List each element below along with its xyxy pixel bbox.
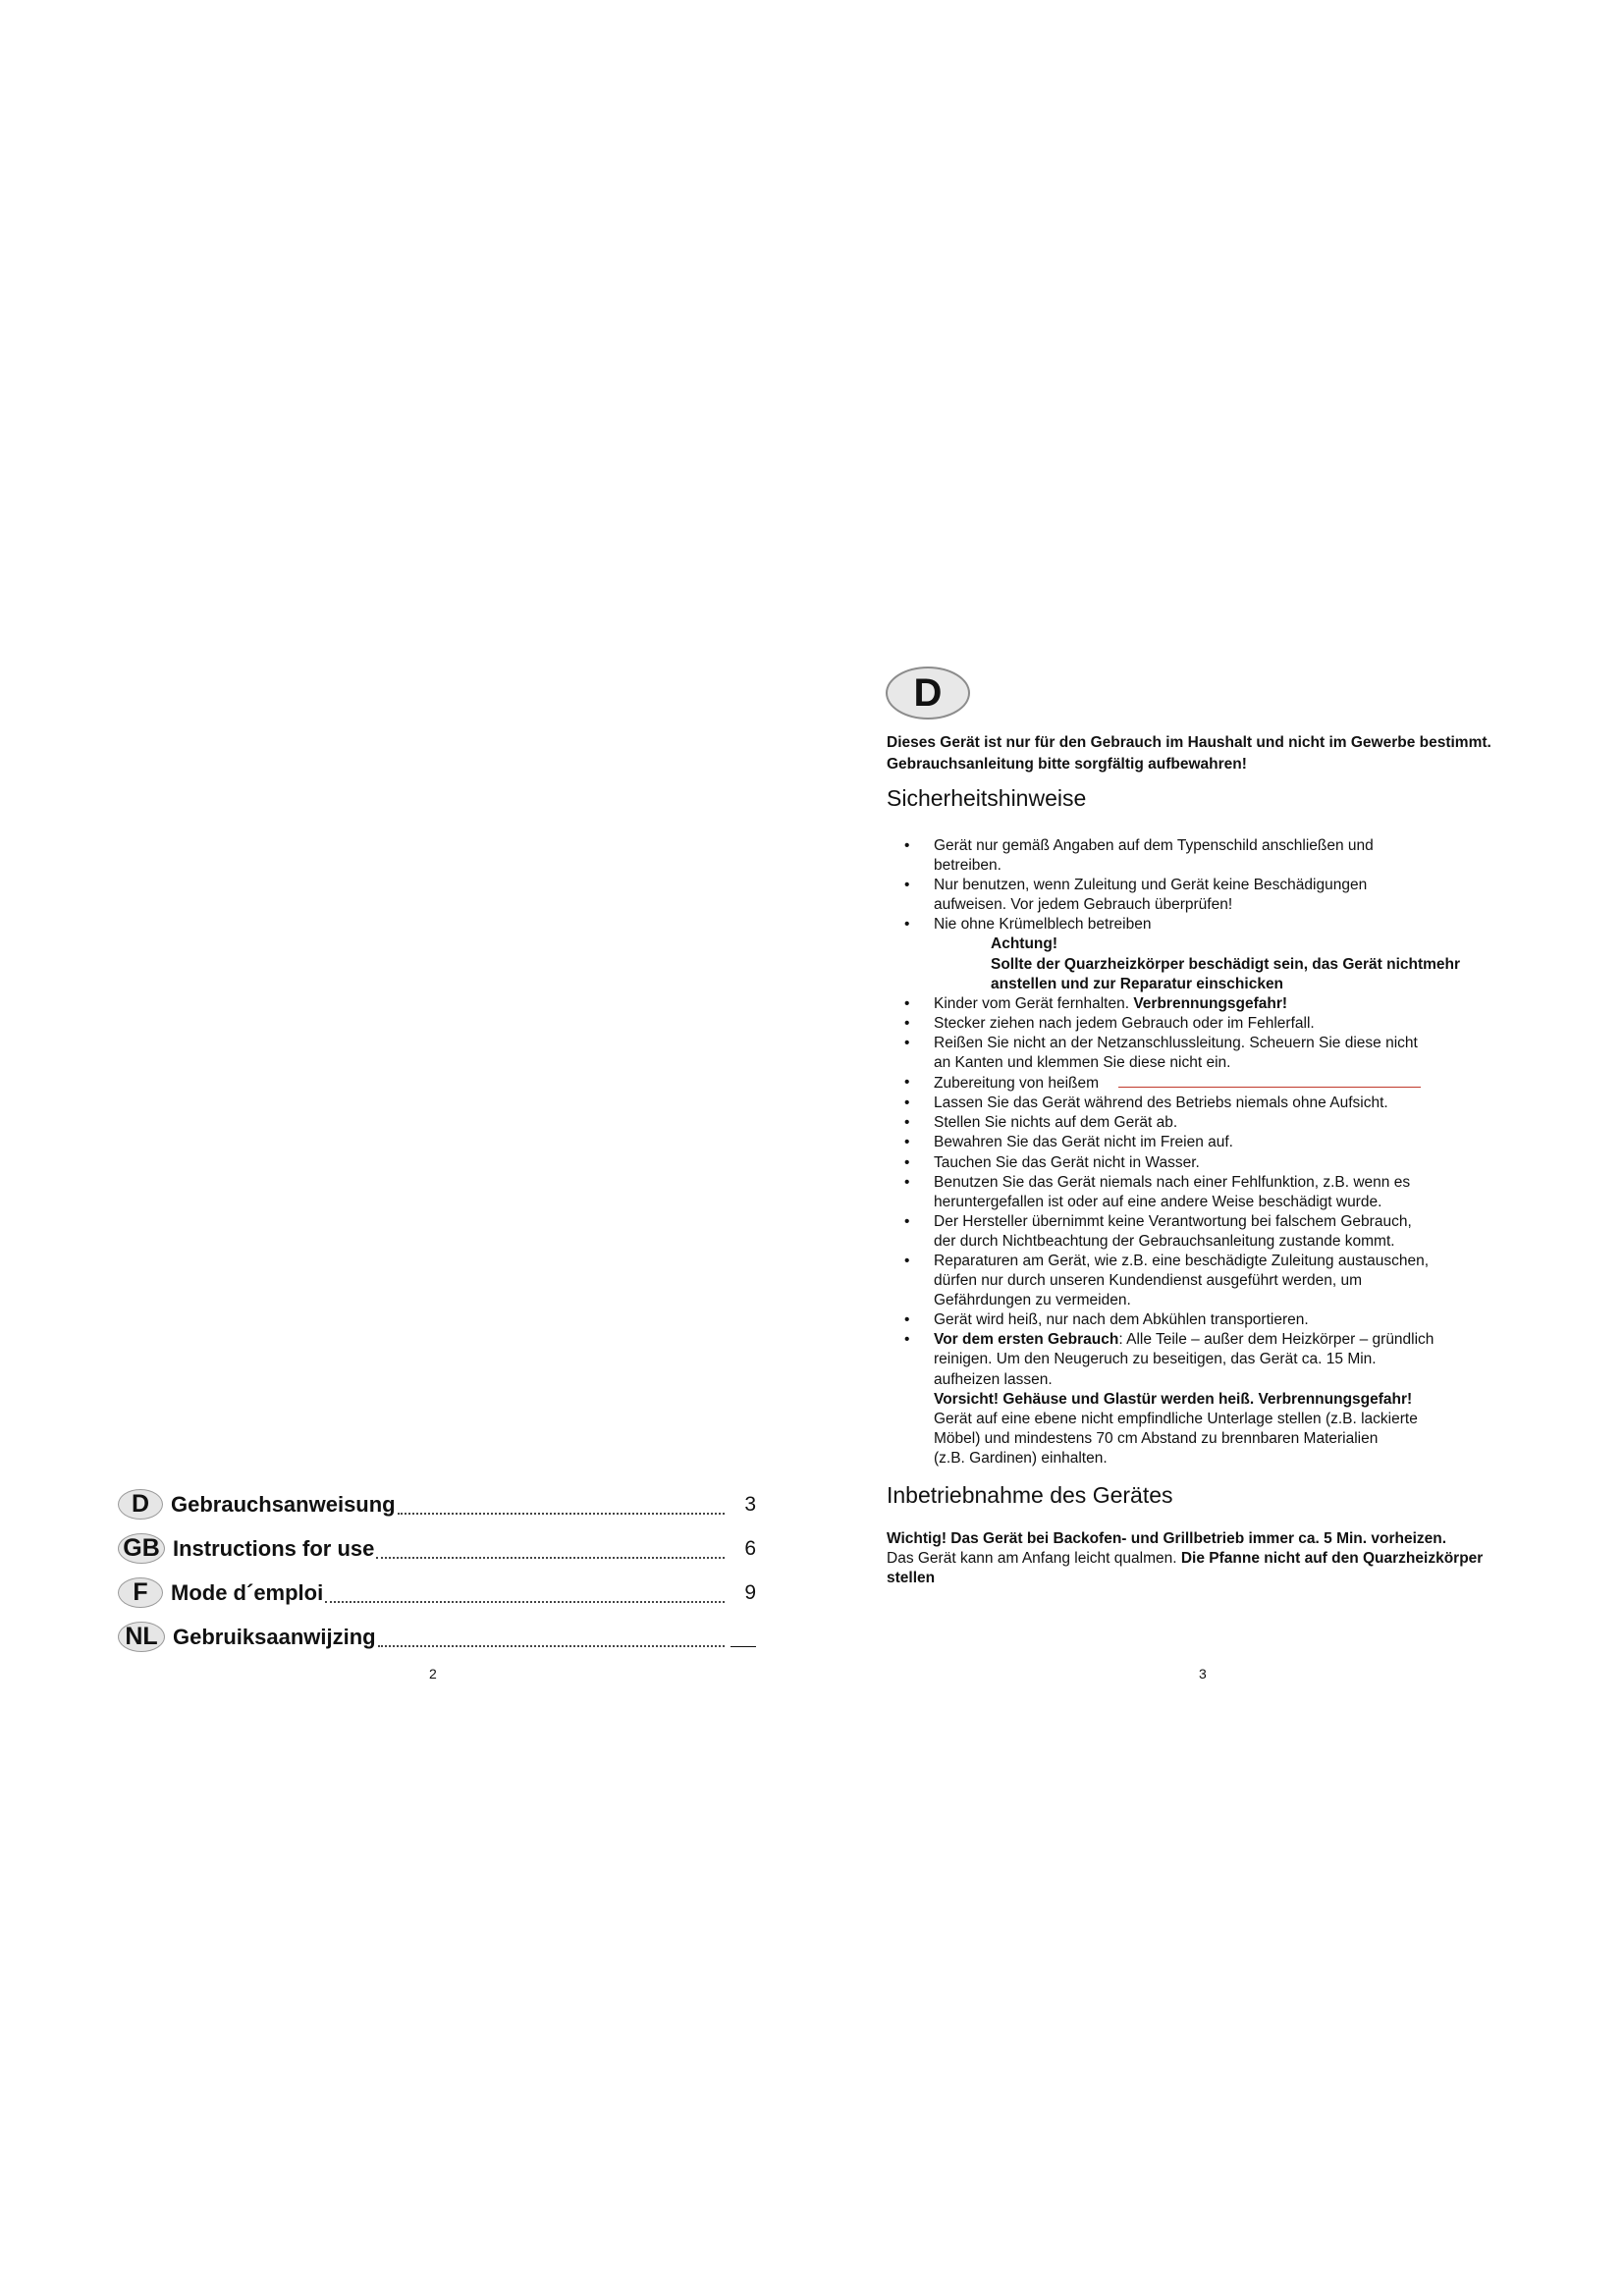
bullet-icon: • [904,1114,910,1132]
safety-item-cont: Möbel) und mindestens 70 cm Abstand zu brennbaren Materialien [934,1429,1379,1447]
bullet-icon: • [904,1134,910,1151]
safety-item-cont: an Kanten und klemmen Sie diese nicht ein. [934,1054,1231,1072]
operation-important: Wichtig! Das Gerät bei Backofen- und Grillbetrieb immer ca. 5 Min. vorheizen. [887,1530,1447,1547]
safety-item: • Vor dem ersten Gebrauch: Alle Teile – außer dem Heizkörper – gründlich [904,1330,1533,1350]
fill-in-blank [1118,1073,1421,1088]
toc-page-number: 3 [744,1492,756,1516]
toc-page-number: 9 [744,1580,756,1604]
bullet-icon: • [904,877,910,894]
toc-title: Instructions for use [173,1535,375,1561]
safety-item-cont: dürfen nur durch unseren Kundendienst ausgeführt werden, um [934,1272,1363,1290]
safety-item: • Gerät nur gemäß Angaben auf dem Typenschild anschließen und [904,836,1533,856]
warning-text: anstellen und zur Reparatur einschicken [991,975,1284,992]
safety-item: • Stecker ziehen nach jedem Gebrauch oder im Fehlerfall. [904,1014,1533,1034]
safety-item-cont: der durch Nichtbeachtung der Gebrauchsanleitung zustande kommt. [934,1232,1395,1250]
toc-leader [325,1601,725,1603]
safety-item-cont: (z.B. Gardinen) einhalten. [934,1449,1108,1467]
safety-item: • Nie ohne Krümelblech betreiben [904,915,1533,934]
toc-entry-fr[interactable] [118,1571,756,1615]
bullet-icon: • [904,994,910,1012]
safety-item: • Zubereitung von heißem [904,1073,1533,1094]
toc-entry-nl[interactable] [118,1615,756,1659]
page-number-right: 3 [1199,1666,1207,1682]
lang-badge-gb: GB [118,1533,165,1564]
bullet-icon: • [904,916,910,934]
bullet-icon: • [904,1331,910,1349]
page-number-left: 2 [429,1666,437,1682]
safety-item-cont: aufweisen. Vor jedem Gebrauch überprüfen! [934,896,1233,914]
bullet-icon: • [904,1311,910,1329]
toc-entry-de[interactable] [118,1482,756,1526]
safety-item-cont: Gefährdungen zu vermeiden. [934,1292,1131,1309]
toc-leader [378,1645,725,1647]
lang-badge-nl: NL [118,1622,165,1652]
bullet-icon: • [904,1074,910,1092]
safety-item: • Kinder vom Gerät fernhalten. Verbrennungsgefahr! [904,994,1533,1014]
safety-item-cont: Gerät auf eine ebene nicht empfindliche Unterlage stellen (z.B. lackierte [934,1410,1418,1427]
safety-item: • Stellen Sie nichts auf dem Gerät ab. [904,1113,1533,1133]
lang-badge-d: D [118,1489,163,1520]
toc-title: Gebruiksaanwijzing [173,1624,376,1649]
safety-item: • Nur benutzen, wenn Zuleitung und Gerät keine Beschädigungen [904,876,1533,895]
bullet-icon: • [904,1153,910,1171]
safety-list [904,836,1533,1468]
safety-warning: Vorsicht! Gehäuse und Glastür werden heiß. Verbrennungsgefahr! [934,1390,1413,1408]
bullet-icon: • [904,1034,910,1051]
warning-title: Achtung! [991,935,1058,953]
safety-item: • Tauchen Sie das Gerät nicht in Wasser. [904,1153,1533,1173]
safety-item-cont: aufheizen lassen. [934,1370,1053,1388]
safety-item: • Reparaturen am Gerät, wie z.B. eine beschädigte Zuleitung austauschen, [904,1252,1533,1271]
operation-heading: Inbetriebnahme des Gerätes [887,1482,1173,1508]
intro-notice: Dieses Gerät ist nur für den Gebrauch im Haushalt und nicht im Gewerbe bestimmt. Gebrauchsanleitung bitte sorgfältig aufbewahren! [887,734,1491,773]
safety-item: • Gerät wird heiß, nur nach dem Abkühlen transportieren. [904,1310,1533,1330]
toc-entry-gb[interactable] [118,1526,756,1571]
bullet-icon: • [904,837,910,854]
toc-leader [376,1557,725,1559]
safety-item: • Reißen Sie nicht an der Netzanschlussleitung. Scheuern Sie diese nicht [904,1034,1533,1053]
safety-item: • Der Hersteller übernimmt keine Verantwortung bei falschem Gebrauch, [904,1212,1533,1232]
bullet-icon: • [904,1173,910,1191]
toc-page-number: 6 [744,1536,756,1560]
safety-item: • Benutzen Sie das Gerät niemals nach einer Fehlfunktion, z.B. wenn es [904,1173,1533,1193]
operation-text [887,1529,1515,1588]
toc-title: Mode d´emploi [171,1579,324,1605]
safety-item: • Bewahren Sie das Gerät nicht im Freien auf. [904,1133,1533,1152]
safety-item-cont: heruntergefallen ist oder auf eine andere Weise beschädigt wurde. [934,1193,1382,1210]
warning-text: Sollte der Quarzheizkörper beschädigt sein, das Gerät nichtmehr [991,955,1461,973]
bullet-icon: • [904,1212,910,1230]
safety-item-cont: reinigen. Um den Neugeruch zu beseitigen, das Gerät ca. 15 Min. [934,1351,1377,1368]
table-of-contents [118,1482,756,1659]
safety-item-cont: betreiben. [934,857,1001,875]
toc-title: Gebrauchsanweisung [171,1491,396,1517]
safety-item: • Lassen Sie das Gerät während des Betriebs niemals ohne Aufsicht. [904,1094,1533,1113]
toc-leader [398,1513,725,1515]
language-badge-d: D [886,667,970,720]
toc-page-number [731,1646,756,1647]
bullet-icon: • [904,1095,910,1112]
safety-heading: Sicherheitshinweise [887,785,1087,811]
bullet-icon: • [904,1014,910,1032]
lang-badge-f: F [118,1577,163,1608]
operation-paragraph: Das Gerät kann am Anfang leicht qualmen. Die Pfanne nicht auf den Quarzheizkörper stellen [887,1550,1484,1586]
bullet-icon: • [904,1252,910,1269]
